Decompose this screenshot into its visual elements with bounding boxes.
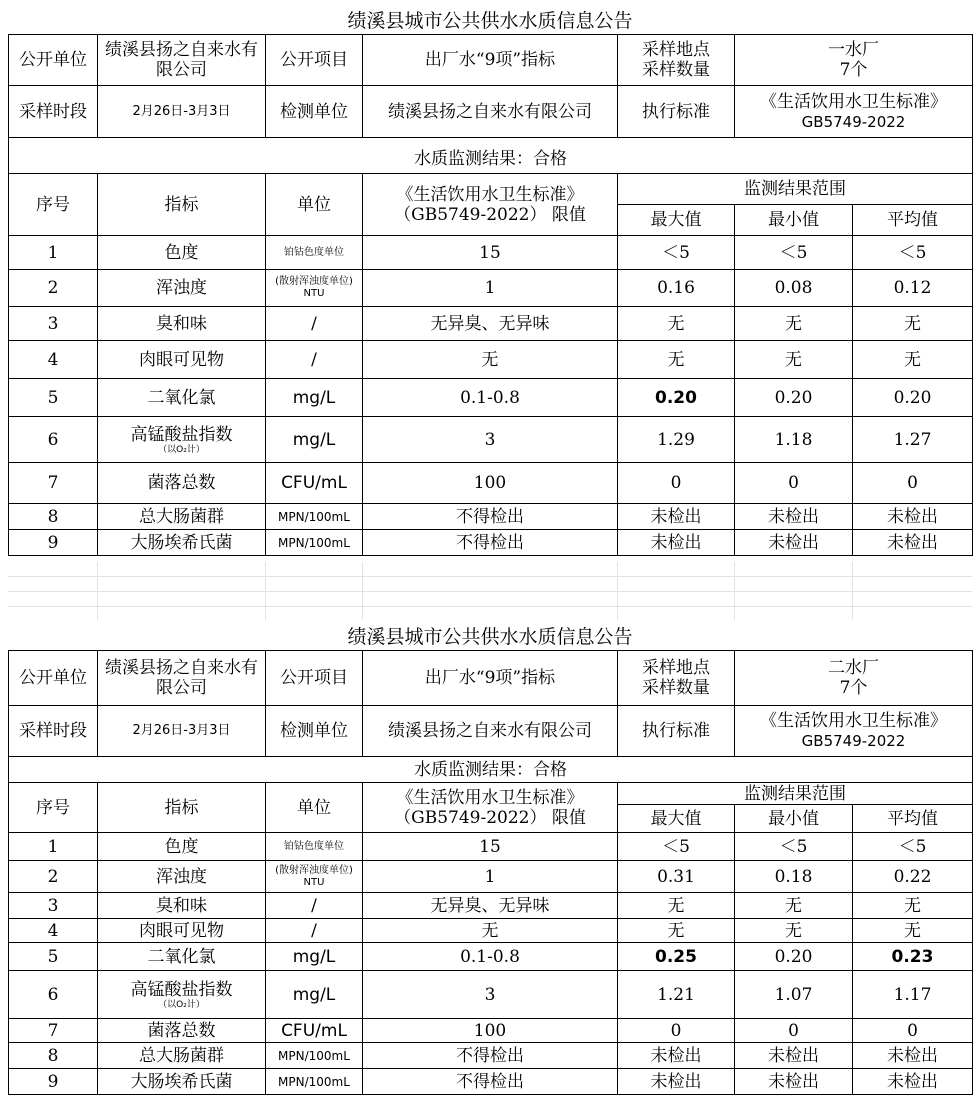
header-range: 监测结果范围: [618, 174, 973, 205]
table-row: [9, 919, 973, 943]
row-min: 无: [735, 307, 853, 341]
publish-item: 出厂水“9项”指标: [363, 651, 618, 706]
row-min: 0.08: [735, 270, 853, 307]
row-limit: 0.1-0.8: [363, 379, 618, 417]
row-unit: 铂钴色度单位: [266, 236, 363, 270]
header-range: 监测结果范围: [618, 783, 973, 805]
sample-period: 2月26日-3月3日: [98, 86, 266, 138]
row-unit: CFU/mL: [266, 463, 363, 504]
row-indicator: 总大肠菌群: [98, 1043, 266, 1069]
row-avg: 0.22: [853, 861, 973, 893]
row-indicator: 色度: [98, 236, 266, 270]
row-limit: 1: [363, 270, 618, 307]
row-max: 0.20: [618, 379, 735, 417]
table-row: [9, 236, 973, 270]
row-min: 无: [735, 341, 853, 379]
row-avg: 无: [853, 341, 973, 379]
standard-cell: [735, 706, 973, 757]
table-row: [9, 1043, 973, 1069]
table-row: [9, 463, 973, 504]
label-test-unit: 检测单位: [266, 706, 363, 757]
row-no: 7: [9, 1019, 98, 1043]
table-row: [9, 1069, 973, 1095]
label-publish-item: 公开项目: [266, 651, 363, 706]
row-avg: 0.20: [853, 379, 973, 417]
label-publish-item: 公开项目: [266, 35, 363, 86]
row-no: 9: [9, 530, 98, 556]
table-row: [9, 861, 973, 893]
standard-name: 《生活饮用水卫生标准》: [760, 91, 947, 112]
row-limit: 不得检出: [363, 1069, 618, 1095]
row-min: 无: [735, 893, 853, 919]
row-no: 8: [9, 1043, 98, 1069]
row-unit: /: [266, 919, 363, 943]
header-indicator: 指标: [98, 783, 266, 833]
row-no: 6: [9, 417, 98, 463]
row-limit: 不得检出: [363, 1043, 618, 1069]
row-indicator-name: 高锰酸盐指数: [130, 979, 233, 1000]
publish-unit: 绩溪县扬之自来水有限公司: [98, 651, 266, 706]
result-summary: 水质监测结果：合格: [9, 138, 973, 174]
row-unit: /: [266, 893, 363, 919]
row-min: 1.07: [735, 971, 853, 1019]
row-avg: ＜5: [853, 236, 973, 270]
row-avg: 0.12: [853, 270, 973, 307]
label-sample-period: 采样时段: [9, 86, 98, 138]
row-avg: 未检出: [853, 530, 973, 556]
publish-item: 出厂水“9项”指标: [363, 35, 618, 86]
row-limit: 不得检出: [363, 504, 618, 530]
row-no: 6: [9, 971, 98, 1019]
row-indicator: 浑浊度: [98, 270, 266, 307]
gap-col: [97, 562, 98, 620]
row-no: 2: [9, 270, 98, 307]
row-indicator: 菌落总数: [98, 463, 266, 504]
row-indicator: 大肠埃希氏菌: [98, 530, 266, 556]
sample-site: 二水厂: [828, 658, 879, 678]
row-limit: 不得检出: [363, 530, 618, 556]
row-limit: 无异臭、无异味: [363, 893, 618, 919]
row-limit: 1: [363, 861, 618, 893]
report-1: [8, 6, 972, 556]
label-publish-unit: 公开单位: [9, 651, 98, 706]
row-limit: 3: [363, 971, 618, 1019]
label-standard: 执行标准: [618, 86, 735, 138]
table-row: [9, 893, 973, 919]
gap-row: [8, 592, 972, 607]
row-unit: mg/L: [266, 417, 363, 463]
row-no: 3: [9, 893, 98, 919]
gap-col: [265, 562, 266, 620]
gap-row: [8, 562, 972, 577]
row-limit: 15: [363, 236, 618, 270]
row-avg: 1.17: [853, 971, 973, 1019]
report-table: [8, 650, 973, 1095]
standard-name: 《生活饮用水卫生标准》: [760, 711, 947, 731]
gap-col: [362, 562, 363, 620]
row-max: 未检出: [618, 1069, 735, 1095]
row-avg: 0.23: [853, 943, 973, 971]
row-max: 未检出: [618, 1043, 735, 1069]
row-indicator: 大肠埃希氏菌: [98, 1069, 266, 1095]
table-row: [9, 833, 973, 861]
row-unit: /: [266, 307, 363, 341]
row-unit: mg/L: [266, 971, 363, 1019]
sample-count: 7个: [839, 60, 868, 80]
sample-period: 2月26日-3月3日: [98, 706, 266, 757]
sample-site-cell: [735, 651, 973, 706]
row-max: 0.25: [618, 943, 735, 971]
row-max: 0: [618, 463, 735, 504]
row-no: 9: [9, 1069, 98, 1095]
row-indicator: 二氧化氯: [98, 943, 266, 971]
row-indicator-name: 高锰酸盐指数: [130, 424, 233, 445]
row-min: ＜5: [735, 236, 853, 270]
label-sample-period: 采样时段: [9, 706, 98, 757]
report-title: 绩溪县城市公共供水水质信息公告: [347, 10, 633, 32]
row-max: 未检出: [618, 530, 735, 556]
row-limit: 0.1-0.8: [363, 943, 618, 971]
row-unit: /: [266, 341, 363, 379]
table-row: [9, 341, 973, 379]
label-standard: 执行标准: [618, 706, 735, 757]
standard-code: GB5749-2022: [801, 112, 906, 131]
row-max: 1.21: [618, 971, 735, 1019]
table-row: [9, 379, 973, 417]
row-unit: CFU/mL: [266, 1019, 363, 1043]
row-unit: MPN/100mL: [266, 1069, 363, 1095]
row-no: 8: [9, 504, 98, 530]
report-2: [8, 622, 972, 1095]
header-min: 最小值: [735, 805, 853, 833]
row-avg: 无: [853, 919, 973, 943]
row-limit: 无: [363, 341, 618, 379]
table-row: [9, 530, 973, 556]
row-max: ＜5: [618, 833, 735, 861]
row-min: 未检出: [735, 1043, 853, 1069]
table-row: [9, 1019, 973, 1043]
row-avg: 未检出: [853, 504, 973, 530]
row-max: 0: [618, 1019, 735, 1043]
row-no: 3: [9, 307, 98, 341]
gap-row: [8, 577, 972, 592]
row-no: 1: [9, 833, 98, 861]
row-avg: ＜5: [853, 833, 973, 861]
row-no: 5: [9, 943, 98, 971]
header-max: 最大值: [618, 205, 735, 236]
row-min: 0: [735, 1019, 853, 1043]
header-indicator: 指标: [98, 174, 266, 236]
row-limit: 100: [363, 463, 618, 504]
row-min: 0.20: [735, 379, 853, 417]
row-indicator: 浑浊度: [98, 861, 266, 893]
row-avg: 无: [853, 893, 973, 919]
table-row: [9, 504, 973, 530]
row-max: 未检出: [618, 504, 735, 530]
gap-col: [617, 562, 618, 620]
row-max: ＜5: [618, 236, 735, 270]
header-min: 最小值: [735, 205, 853, 236]
row-max: 无: [618, 893, 735, 919]
header-unit: 单位: [266, 783, 363, 833]
row-avg: 未检出: [853, 1043, 973, 1069]
row-avg: 无: [853, 307, 973, 341]
row-no: 7: [9, 463, 98, 504]
row-max: 0.31: [618, 861, 735, 893]
report-table: [8, 34, 973, 556]
label-publish-unit: 公开单位: [9, 35, 98, 86]
table-row: [9, 270, 973, 307]
row-indicator: 总大肠菌群: [98, 504, 266, 530]
row-min: 0: [735, 463, 853, 504]
row-no: 1: [9, 236, 98, 270]
row-indicator: 色度: [98, 833, 266, 861]
row-indicator: 肉眼可见物: [98, 919, 266, 943]
publish-unit: 绩溪县扬之自来水有限公司: [98, 35, 266, 86]
spreadsheet-gap: [8, 562, 972, 620]
gap-col: [852, 562, 853, 620]
table-row: [9, 307, 973, 341]
row-limit: 15: [363, 833, 618, 861]
row-min: 1.18: [735, 417, 853, 463]
row-limit: 3: [363, 417, 618, 463]
header-limit-line1: 《生活饮用水卫生标准》: [396, 787, 584, 808]
header-avg: 平均值: [853, 205, 973, 236]
test-unit: 绩溪县扬之自来水有限公司: [363, 86, 618, 138]
test-unit: 绩溪县扬之自来水有限公司: [363, 706, 618, 757]
header-limit-line1: 《生活饮用水卫生标准》: [396, 184, 584, 205]
row-unit: MPN/100mL: [266, 504, 363, 530]
row-no: 4: [9, 341, 98, 379]
table-row: [9, 971, 973, 1019]
row-limit: 无异臭、无异味: [363, 307, 618, 341]
label-test-unit: 检测单位: [266, 86, 363, 138]
header-limit: [363, 783, 618, 833]
label-sample-site: 采样地点 采样数量: [618, 35, 735, 86]
result-summary: 水质监测结果：合格: [9, 757, 973, 783]
row-indicator: 菌落总数: [98, 1019, 266, 1043]
row-indicator: 臭和味: [98, 893, 266, 919]
row-unit: mg/L: [266, 379, 363, 417]
table-row: [9, 417, 973, 463]
row-no: 5: [9, 379, 98, 417]
standard-cell: [735, 86, 973, 138]
row-max: 无: [618, 341, 735, 379]
row-indicator-note: （以O₂计）: [158, 999, 205, 1010]
row-indicator-note: （以O₂计）: [158, 444, 205, 455]
header-avg: 平均值: [853, 805, 973, 833]
row-indicator: [98, 417, 266, 463]
row-unit: (散射浑浊度单位) NTU: [266, 861, 363, 893]
row-indicator: 肉眼可见物: [98, 341, 266, 379]
row-min: 0.20: [735, 943, 853, 971]
header-no: 序号: [9, 783, 98, 833]
row-avg: 0: [853, 463, 973, 504]
row-unit: MPN/100mL: [266, 1043, 363, 1069]
table-row: [9, 943, 973, 971]
row-unit: MPN/100mL: [266, 530, 363, 556]
standard-code: GB5749-2022: [801, 732, 906, 750]
row-no: 4: [9, 919, 98, 943]
row-max: 1.29: [618, 417, 735, 463]
sample-site: 一水厂: [828, 40, 879, 60]
header-limit-line2: （GB5749-2022） 限值: [394, 807, 586, 828]
row-max: 0.16: [618, 270, 735, 307]
row-limit: 无: [363, 919, 618, 943]
row-indicator: 臭和味: [98, 307, 266, 341]
row-avg: 未检出: [853, 1069, 973, 1095]
row-limit: 100: [363, 1019, 618, 1043]
row-unit: 铂钴色度单位: [266, 833, 363, 861]
row-min: 未检出: [735, 1069, 853, 1095]
row-avg: 1.27: [853, 417, 973, 463]
row-min: 未检出: [735, 530, 853, 556]
header-max: 最大值: [618, 805, 735, 833]
row-avg: 0: [853, 1019, 973, 1043]
row-min: ＜5: [735, 833, 853, 861]
row-unit: mg/L: [266, 943, 363, 971]
gap-col: [734, 562, 735, 620]
header-unit: 单位: [266, 174, 363, 236]
row-max: 无: [618, 919, 735, 943]
header-no: 序号: [9, 174, 98, 236]
row-min: 0.18: [735, 861, 853, 893]
label-sample-site: 采样地点 采样数量: [618, 651, 735, 706]
row-unit: (散射浑浊度单位) NTU: [266, 270, 363, 307]
sample-site-cell: [735, 35, 973, 86]
report-title: 绩溪县城市公共供水水质信息公告: [347, 626, 633, 648]
header-limit: [363, 174, 618, 236]
row-indicator: 二氧化氯: [98, 379, 266, 417]
row-max: 无: [618, 307, 735, 341]
row-min: 无: [735, 919, 853, 943]
row-min: 未检出: [735, 504, 853, 530]
header-limit-line2: （GB5749-2022） 限值: [394, 204, 586, 225]
sample-count: 7个: [839, 678, 868, 698]
row-indicator: [98, 971, 266, 1019]
row-no: 2: [9, 861, 98, 893]
